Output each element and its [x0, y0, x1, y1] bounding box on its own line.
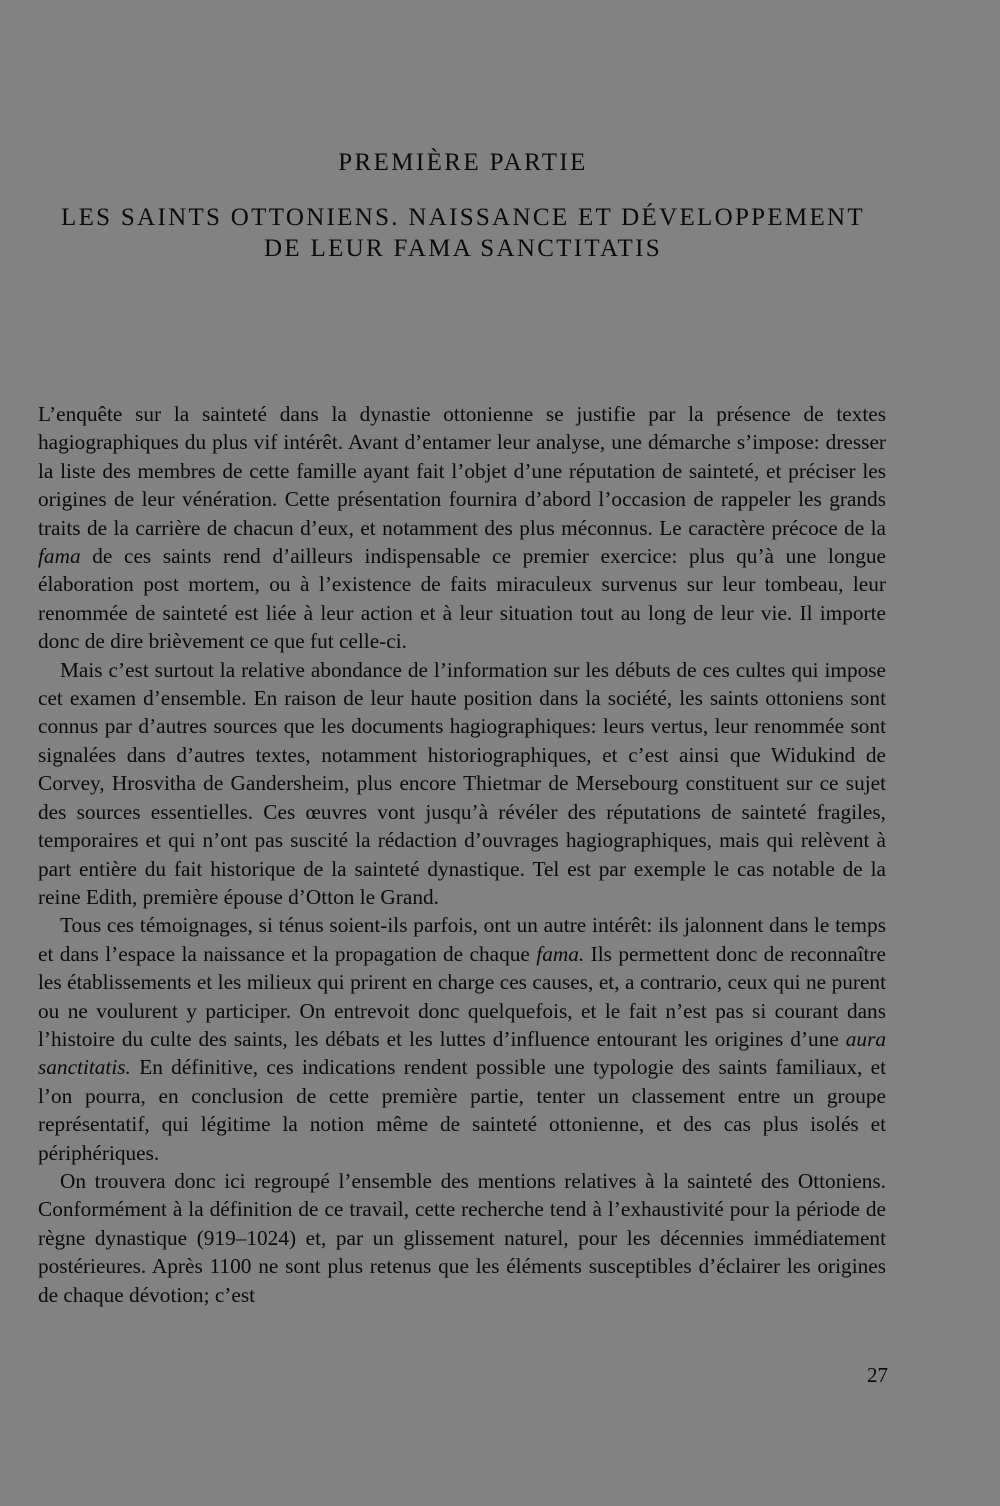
paragraph-1-text-a: L’enquête sur la sainteté dans la dynastie ottonienne se justifie par la présence de textes hagiographiques du plus vif intérêt. Avant d’entamer leur analyse, une démarche s’impose: dresser la liste des membres de cette famille ayant fait l’objet d’une réputation de sainteté, et préciser les origines de leur vénération. Cette présentation fournira d’abord l’occasion de rappeler les grands traits de la carrière de chacun d’eux, et notamment des plus méconnus. Le caractère précoce de la — [38, 402, 886, 540]
paragraph-3 — [38, 911, 886, 1167]
paragraph-3-italic-b: aura sanctitatis. — [38, 1026, 886, 1080]
paragraph-4 — [38, 1167, 886, 1309]
paragraph-3-text-c: En définitive, ces indications rendent possible une typologie des saints familiaux, et l’on pourra, en conclusion de cette première partie, tenter un classement entre un groupe représentatif, qui légitime la notion même de sainteté ottonienne, et des cas plus isolés et périphériques. — [38, 1055, 886, 1165]
paragraph-3-text-a: Tous ces témoignages, si ténus soient-ils parfois, ont un autre intérêt: ils jalonnent dans le temps et dans l’espace la naissance et la propagation de chaque — [38, 913, 886, 966]
section-title-line-2: DE LEUR FAMA SANCTITATIS — [264, 235, 662, 262]
paragraph-2-text: Mais c’est surtout la relative abondance de l’information sur les débuts de ces cultes qui impose cet examen d’ensemble. En raison de leur haute position dans la société, les saints ottoniens sont connus par d’autres sources que les documents hagiographiques: leurs vertus, leur renommée sont signalées dans d’autres textes, notamment historiographiques, et c’est ainsi que Widukind de Corvey, Hrosvitha de Gandersheim, plus encore Thietmar de Mersebourg constituent sur ce sujet des sources essentielles. Ces œuvres vont jusqu’à révéler des réputations de sainteté fragiles, temporaires et qui n’ont pas suscité la rédaction d’ouvrages hagiographiques, mais qui relèvent à part entière du fait historique de la sainteté dynastique. Tel est par exemple le cas notable de la reine Edith, première épouse d’Otton le Grand. — [38, 657, 886, 909]
paragraph-1-text-b: de ces saints rend d’ailleurs indispensable ce premier exercice: plus qu’à une longue élaboration post mortem, ou à l’existence de faits miraculeux survenus sur leur tombeau, leur renommée de sainteté est liée à leur action et à leur situation tout au long de leur vie. Il importe donc de dire brièvement ce que fut celle-ci. — [38, 544, 886, 654]
paragraph-4-text: On trouvera donc ici regroupé l’ensemble des mentions relatives à la sainteté des Ottoniens. Conformément à la définition de ce travail, cette recherche tend à l’exhaustivité pour la période de règne dynastique (919–1024) et, par un glissement naturel, pour les décennies immédiatement postérieures. Après 1100 ne sont plus retenus que les éléments susceptibles d’éclairer les origines de chaque dévotion; c’est — [38, 1168, 886, 1307]
paragraph-3-text-b: Ils permettent donc de reconnaître les établissements et les milieux qui prirent en charge ces causes, et, a contrario, ceux qui ne purent ou ne voulurent y participer. On entrevoit donc quelquefois, et le fait n’est pas si courant dans l’histoire du culte des saints, les débats et les luttes d’influence entourant les origines d’une — [38, 941, 886, 1051]
paragraph-1 — [38, 400, 886, 656]
section-title — [38, 202, 888, 264]
body-text — [38, 400, 886, 1309]
paragraph-1-italic: fama — [38, 544, 81, 569]
page-number: 27 — [867, 1363, 888, 1387]
section-title-line-1: LES SAINTS OTTONIENS. NAISSANCE ET DÉVELOPPEMENT — [61, 204, 865, 231]
paragraph-2 — [38, 656, 886, 912]
paragraph-3-italic-a: fama. — [536, 941, 585, 966]
part-heading: PREMIÈRE PARTIE — [338, 149, 588, 176]
